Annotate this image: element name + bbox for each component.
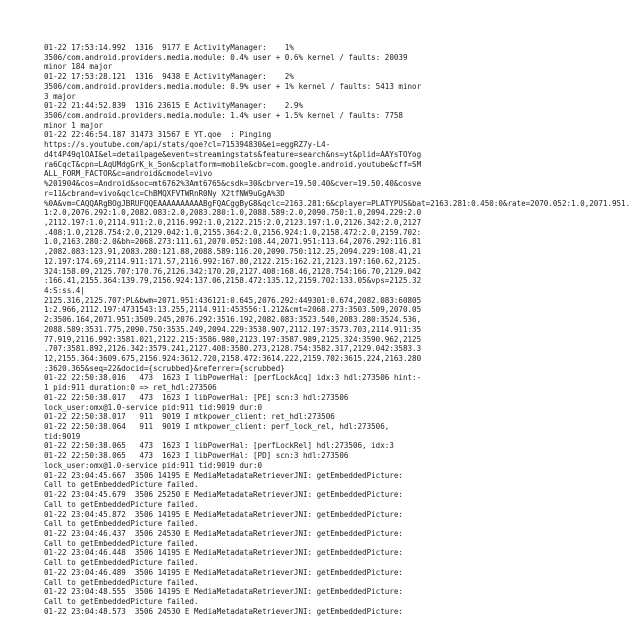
log-line: 01-22 23:04:48.555 3506 14195 E MediaMetadataRetrieverJNI: getEmbeddedPicture:: [44, 587, 403, 597]
log-line: ra6CqcT&cpn=LAqUMdgGrK_k_5on&cplatform=mobile&cbr=com.google.android.youtube&cff=SM: [44, 159, 422, 169]
log-line: 1:2.966,2112.197:4731543:13.255,2114.911:453556:1.212&cmt=2068.273:3503.509,2070.05: [44, 305, 422, 315]
log-line: ,2112.197:1.0,2114.911:2.0,2116.992:1.0,2122.215:2.0,2123.197:1.0,2126.342:2.0,2127: [44, 217, 422, 227]
log-line: 01-22 22:50:38.017 911 9019 I mtkpower_client: ret_hdl:273506: [44, 412, 335, 422]
log-line: 01-22 21:44:52.839 1316 23615 E ActivityManager: 2.9%: [44, 101, 303, 111]
log-line: ,2082.083:123.91,2083.280:121.88,2088.589:116.20,2090.750:112.25,2094.229:108.41,21: [44, 247, 422, 257]
log-line: 01-22 23:04:48.573 3506 24530 E MediaMetadataRetrieverJNI: getEmbeddedPicture:: [44, 606, 403, 616]
log-line: 01-22 23:04:45.679 3506 25250 E MediaMetadataRetrieverJNI: getEmbeddedPicture:: [44, 490, 403, 500]
log-line: 01-22 22:50:38.064 911 9019 I mtkpower_client: perf_lock_rel, hdl:273506,: [44, 422, 390, 432]
log-line: tid:9019: [44, 431, 81, 441]
log-line: 4:S:ss.4|: [44, 285, 85, 295]
log-line: 3506/com.android.providers.media.module: 0.9% user + 1% kernel / faults: 5413 minor: [44, 81, 422, 91]
log-text: [44, 43, 630, 616]
log-line: 2125.316,2125.707:PL&bwm=2071.951:436121:0.645,2076.292:449301:0.674,2082.083:60805: [44, 295, 422, 305]
log-line: minor 184 major: [44, 62, 113, 72]
log-line: minor 1 major: [44, 120, 104, 130]
log-line: 01-22 22:50:38.016 473 1623 I libPowerHal: [perfLockAcq] idx:3 hdl:273506 hint:-: [44, 373, 422, 383]
log-line: Call to getEmbeddedPicture failed.: [44, 558, 199, 568]
log-line: 1:2.0,2076.292:1.0,2082.083:2.0,2083.280:1.0,2088.589:2.0,2090.750:1.0,2094.229:2.0: [44, 208, 422, 218]
log-line: 01-22 23:04:46.489 3506 14195 E MediaMetadataRetrieverJNI: getEmbeddedPicture:: [44, 567, 403, 577]
log-line: .408:1.0,2128.754:2.0,2129.042:1.0,2155.364:2.0,2156.924:1.0,2158.472:2.0,2159.702:: [44, 227, 422, 237]
log-line: %201904&cos=Android&soc=mt6762%3Amt6765&csdk=30&cbrver=19.50.40&cver=19.50.40&cosve: [44, 179, 422, 189]
log-line: 324:158.09,2125.707:170.76,2126.342:170.20,2127.408:168.46,2128.754:166.70,2129.042: [44, 266, 422, 276]
log-line: 01-22 22:50:38.065 473 1623 I libPowerHal: [PD] scn:3 hdl:273506: [44, 451, 349, 461]
log-line: Call to getEmbeddedPicture failed.: [44, 538, 199, 548]
log-line: .707:3581.892,2126.342:3579.241,2127.408:3580.273,2128.754:3582.317,2129.042:3583.3: [44, 344, 422, 354]
log-line: 3506/com.android.providers.media.module: 0.4% user + 0.6% kernel / faults: 20039: [44, 52, 408, 62]
log-line: 01-22 23:04:46.448 3506 14195 E MediaMetadataRetrieverJNI: getEmbeddedPicture:: [44, 548, 403, 558]
log-line: 12.197:174.69,2114.911:171.57,2116.992:167.80,2122.215:162.21,2123.197:160.62,2125.: [44, 256, 422, 266]
log-line: ALL_FORM_FACTOR&c=android&cmodel=vivo: [44, 169, 213, 179]
log-line: :3620.365&seq=22&docid={scrubbed}&referrer={scrubbed}: [44, 363, 285, 373]
log-line: lock_user:omx@1.0-service pid:911 tid:9019 dur:0: [44, 460, 263, 470]
log-line: 01-22 22:50:38.017 473 1623 I libPowerHal: [PE] scn:3 hdl:273506: [44, 392, 349, 402]
log-line: 01-22 22:46:54.187 31473 31567 E YT.qoe : Pinging: [44, 130, 272, 140]
log-line: Call to getEmbeddedPicture failed.: [44, 577, 199, 587]
log-line: 77.919,2116.992:3581.021,2122.215:3586.980,2123.197:3587.989,2125.324:3590.962,2125: [44, 334, 422, 344]
log-line: Call to getEmbeddedPicture failed.: [44, 499, 199, 509]
log-line: 12,2155.364:3609.675,2156.924:3612.720,2158.472:3614.222,2159.702:3615.224,2163.280: [44, 354, 422, 363]
log-line: 01-22 17:53:28.121 1316 9438 E ActivityManager: 2%: [44, 72, 294, 82]
log-line: 1.0,2163.280:2.0&bh=2068.273:111.61,2070.052:108.44,2071.951:113.64,2076.292:116.81: [44, 237, 422, 247]
log-line: 3506/com.android.providers.media.module: 1.4% user + 1.5% kernel / faults: 7758: [44, 111, 403, 121]
log-line: Call to getEmbeddedPicture failed.: [44, 480, 199, 490]
log-line: 01-22 22:50:38.065 473 1623 I libPowerHal: [perfLockRel] hdl:273506, idx:3: [44, 441, 394, 451]
log-line: https://s.youtube.com/api/stats/qoe?cl=715394830&ei=eggRZ7y-L4-: [44, 140, 331, 150]
log-line: %0A&vm=CAQQARgBOgJBRUFQQEAAAAAAAAAABgFQACggByG8&qclc=2163.281:6&cplayer=PLATYPUS&bat=2163.281:0.450:0&rate=2070.052:1.0,2071.951.: [44, 198, 630, 208]
log-line: d4t4P49qlOAI&el=detailpage&event=streamingstats&feature=search&ns=yt&plid=AAYsTOYog: [44, 149, 422, 159]
log-line: 01-22 23:04:45.872 3506 14195 E MediaMetadataRetrieverJNI: getEmbeddedPicture:: [44, 509, 403, 519]
log-line: 2088.589:3531.775,2090.750:3535.249,2094.229:3538.907,2112.197:3573.703,2114.911:35: [44, 324, 422, 334]
log-line: 01-22 23:04:45.667 3506 14195 E MediaMetadataRetrieverJNI: getEmbeddedPicture:: [44, 470, 403, 480]
log-line: 3 major: [44, 91, 76, 101]
log-line: 1 pid:911 duration:0 => ret_hdl:273506: [44, 383, 217, 393]
log-line: :166.41,2155.364:139.79,2156.924:137.06,2158.472:135.12,2159.702:133.05&vps=2125.32: [44, 276, 422, 286]
log-line: lock_user:omx@1.0-service pid:911 tid:9019 dur:0: [44, 402, 263, 412]
log-line: r=11&cbrand=vivo&qclc=ChBMQXFVTWRnR0Ny X2tfNW9uGgA%3D: [44, 188, 285, 198]
log-line: Call to getEmbeddedPicture failed.: [44, 519, 199, 529]
log-line: 01-22 23:04:46.437 3506 24530 E MediaMetadataRetrieverJNI: getEmbeddedPicture:: [44, 528, 403, 538]
log-line: 2:3506.164,2071.951:3509.245,2076.292:3516.192,2082.083:3523.540,2083.280:3524.536,: [44, 315, 422, 325]
log-line: 01-22 17:53:14.992 1316 9177 E ActivityManager: 1%: [44, 43, 294, 52]
log-line: Call to getEmbeddedPicture failed.: [44, 596, 199, 606]
